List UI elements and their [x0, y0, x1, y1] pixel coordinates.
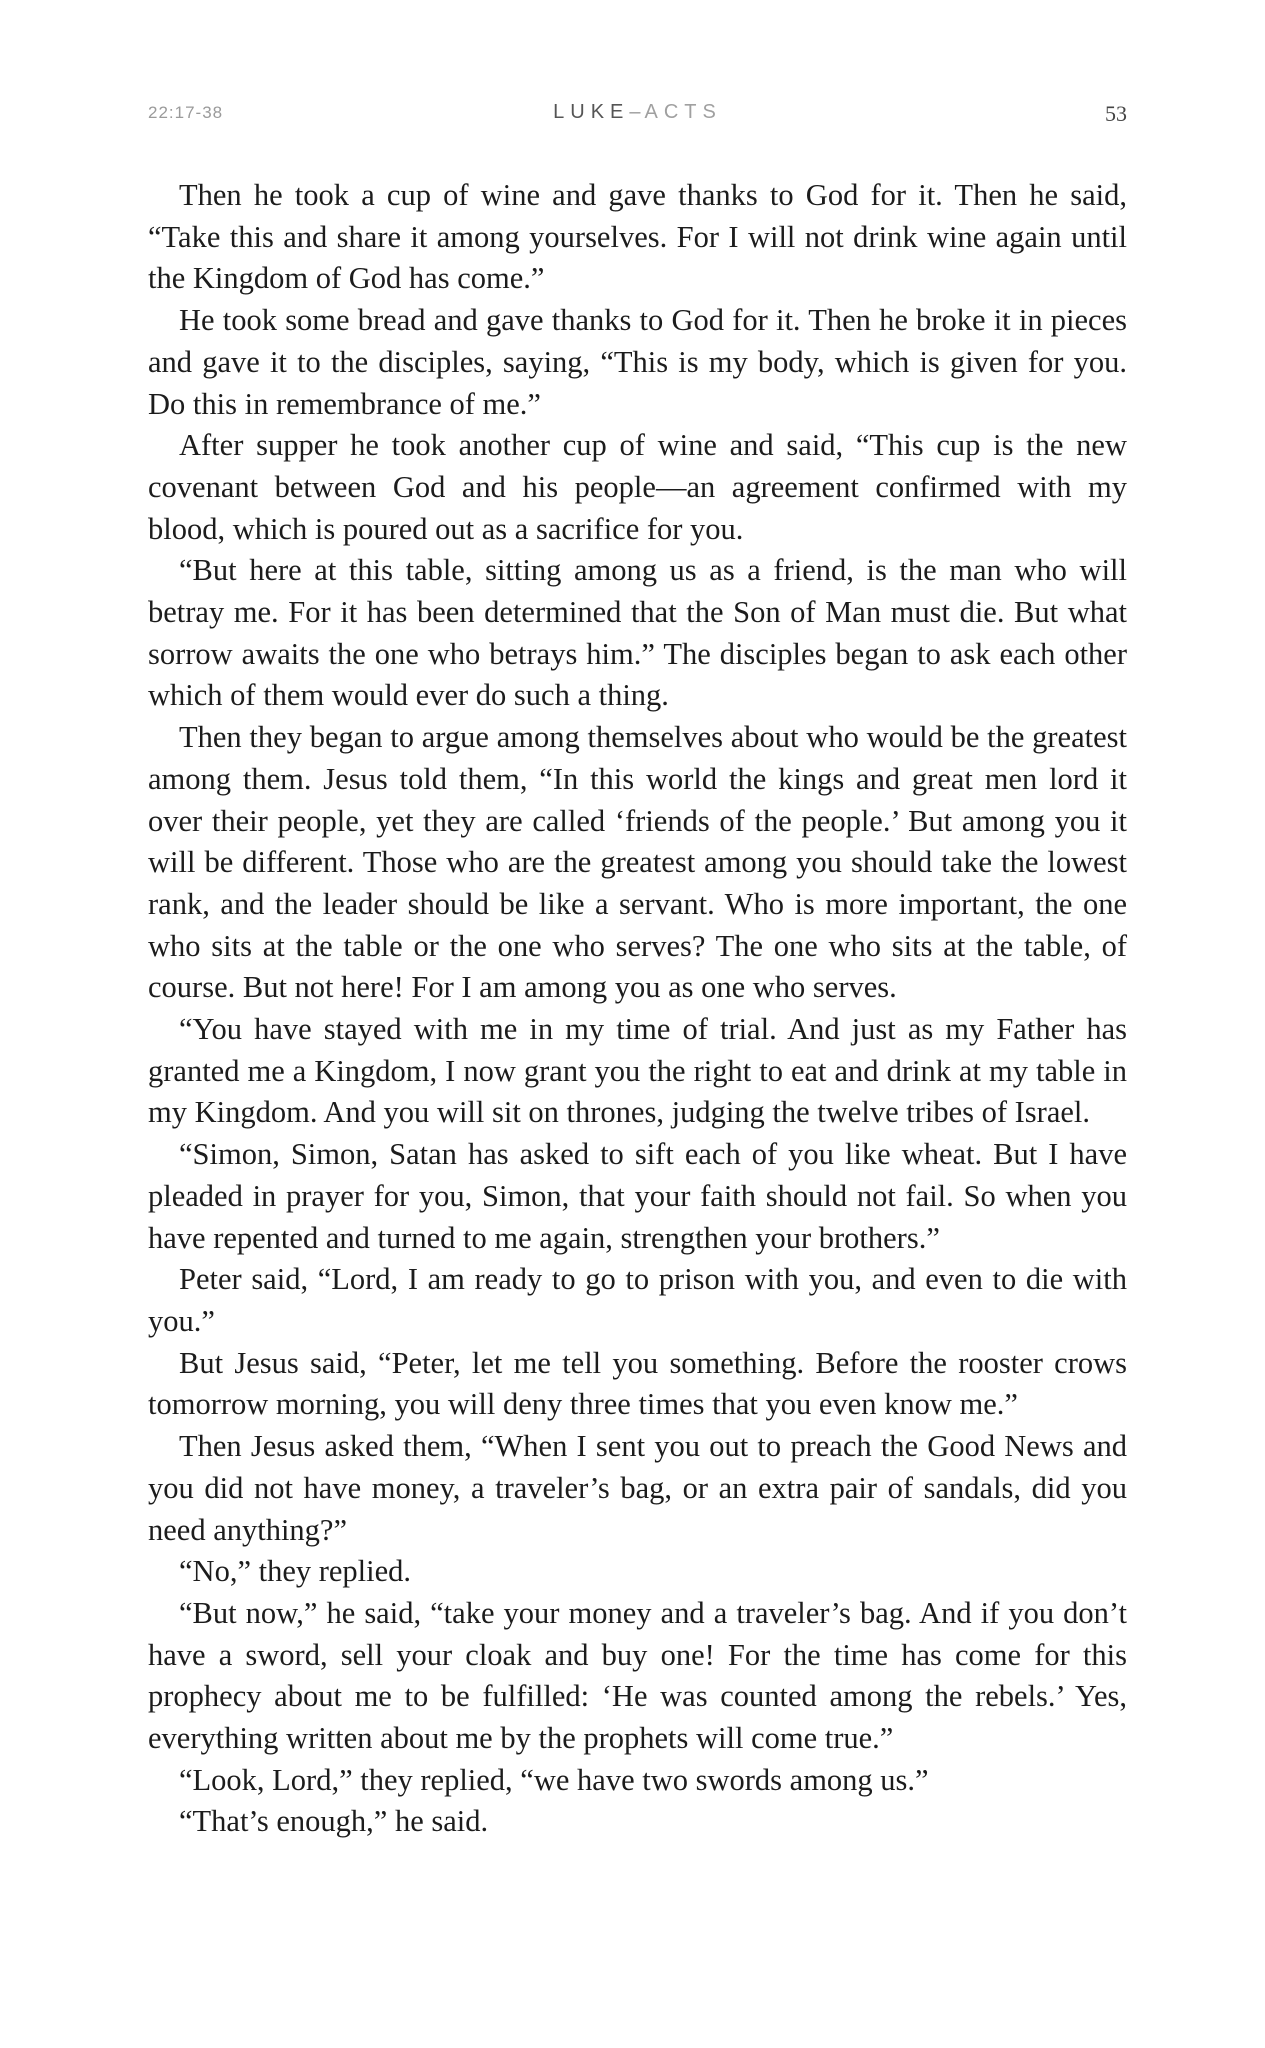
paragraph: Then they began to argue among themselves about who would be the greatest among them. Jesus told them, “In this world the kings and great men lord it over their people, yet they are called ‘friends of the people.’ But among you it will be different. Those who are the greatest among you should take the lowest rank, and the leader should be like a servant. Who is more important, the one who sits at the table or the one who serves? The one who sits at the table, of course. But not here! For I am among you as one who serves.: [148, 720, 1127, 1005]
paragraph: Then he took a cup of wine and gave thanks to God for it. Then he said, “Take this and share it among yourselves. For I will not drink wine again until the Kingdom of God has come.”: [148, 178, 1127, 296]
book-title-luke: LUKE: [553, 101, 630, 123]
book-title-separator: –: [629, 101, 645, 123]
running-header: [148, 101, 1127, 131]
paragraph: “That’s enough,” he said.: [179, 1804, 489, 1839]
book-title: [148, 101, 1127, 124]
paragraph: He took some bread and gave thanks to God for it. Then he broke it in pieces and gave it to the disciples, saying, “This is my body, which is given for you. Do this in remembrance of me.”: [148, 303, 1127, 421]
scripture-text: [148, 175, 1127, 1843]
chapter-verse-reference: 22:17-38: [148, 103, 224, 122]
paragraph: “Simon, Simon, Satan has asked to sift each of you like wheat. But I have pleaded in prayer for you, Simon, that your faith should not fail. So when you have repented and turned to me again, strengthen your brothers.”: [148, 1137, 1127, 1255]
paragraph: “You have stayed with me in my time of trial. And just as my Father has granted me a Kingdom, I now grant you the right to eat and drink at my table in my Kingdom. And you will sit on thrones, judging the twelve tribes of Israel.: [148, 1012, 1127, 1130]
book-title-acts: ACTS: [644, 101, 722, 123]
paragraph: But Jesus said, “Peter, let me tell you something. Before the rooster crows tomorrow morning, you will deny three times that you even know me.”: [148, 1345, 1127, 1422]
paragraph: “No,” they replied.: [179, 1554, 412, 1589]
paragraph: “Look, Lord,” they replied, “we have two swords among us.”: [179, 1762, 929, 1797]
paragraph: “But here at this table, sitting among us as a friend, is the man who will betray me. For it has been determined that the Son of Man must die. But what sorrow awaits the one who betrays him.” The disciples began to ask each other which of them would ever do such a thing.: [148, 553, 1127, 713]
paragraph: Peter said, “Lord, I am ready to go to prison with you, and even to die with you.”: [148, 1262, 1127, 1338]
paragraph: “But now,” he said, “take your money and a traveler’s bag. And if you don’t have a sword, sell your cloak and buy one! For the time has come for this prophecy about me to be fulfilled: ‘He was counted among the rebels.’ Yes, everything written about me by the prophets will come true.”: [148, 1595, 1127, 1756]
paragraph: Then Jesus asked them, “When I sent you out to preach the Good News and you did not have money, a traveler’s bag, or an extra pair of sandals, did you need anything?”: [148, 1429, 1127, 1547]
paragraph: After supper he took another cup of wine and said, “This cup is the new covenant between God and his people—an agreement confirmed with my blood, which is poured out as a sacrifice for you.: [148, 428, 1127, 546]
page-number: 53: [1105, 101, 1127, 126]
